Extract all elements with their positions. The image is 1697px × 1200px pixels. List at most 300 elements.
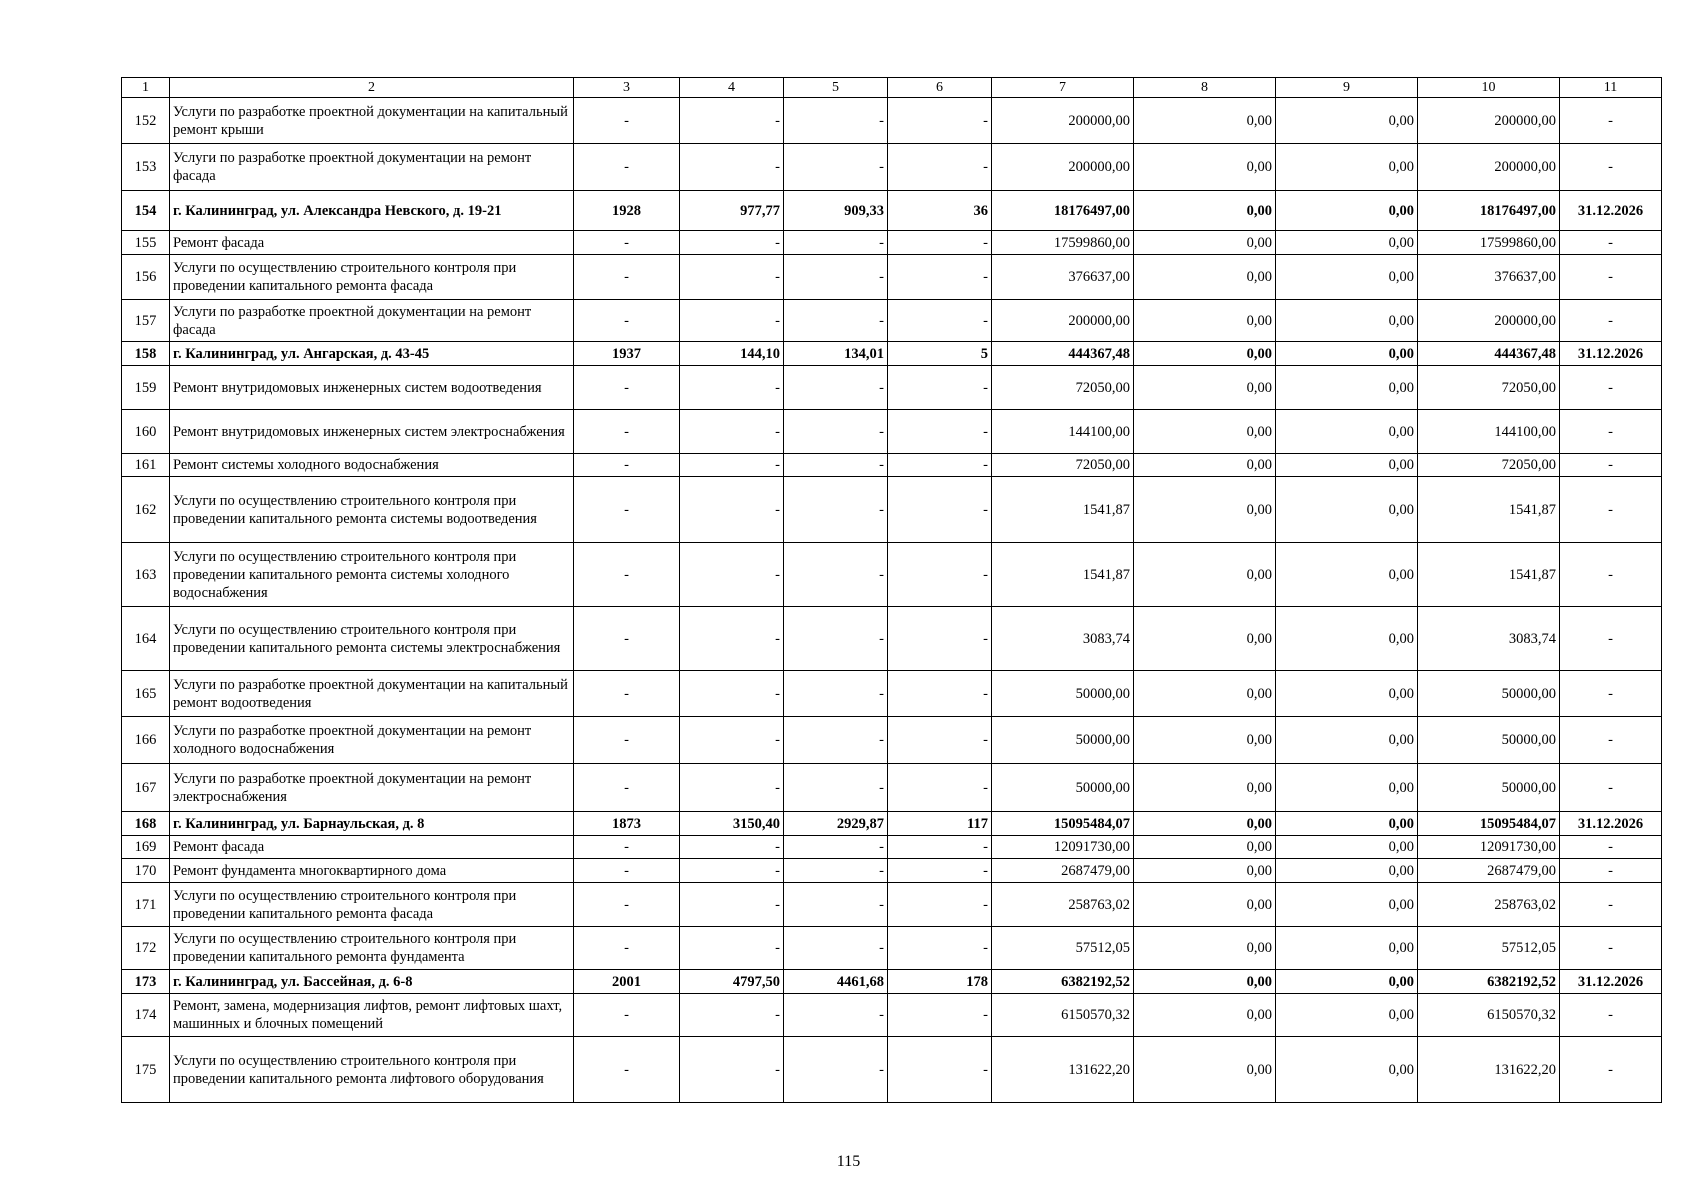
row-number: 160: [122, 410, 170, 454]
work-description: Услуги по разработке проектной документации на ремонт фасада: [170, 300, 574, 342]
table-row: [122, 410, 1662, 454]
row-number: 159: [122, 366, 170, 410]
cell-col-9: 0,00: [1276, 191, 1418, 231]
cell-col-4: -: [680, 98, 784, 144]
cell-col-5: -: [784, 231, 888, 255]
cell-col-10: 144100,00: [1418, 410, 1560, 454]
column-header-7: 7: [992, 78, 1134, 98]
table-row: [122, 607, 1662, 671]
cell-col-10: 3083,74: [1418, 607, 1560, 671]
work-description: Услуги по осуществлению строительного контроля при проведении капитального ремонта фундамента: [170, 927, 574, 970]
work-description: Ремонт внутридомовых инженерных систем электроснабжения: [170, 410, 574, 454]
cell-deadline: -: [1560, 231, 1662, 255]
cell-col-6: -: [888, 994, 992, 1037]
cell-deadline: 31.12.2026: [1560, 970, 1662, 994]
column-header-3: 3: [574, 78, 680, 98]
cell-col-4: 144,10: [680, 342, 784, 366]
cell-col-8: 0,00: [1134, 300, 1276, 342]
address-row: [122, 812, 1662, 836]
row-number: 171: [122, 883, 170, 927]
cell-col-8: 0,00: [1134, 970, 1276, 994]
cell-col-8: 0,00: [1134, 836, 1276, 859]
cell-deadline: -: [1560, 764, 1662, 812]
cell-col-5: -: [784, 764, 888, 812]
cell-col-5: -: [784, 836, 888, 859]
cell-total-cost: 50000,00: [992, 671, 1134, 717]
cell-col-6: -: [888, 231, 992, 255]
cell-col-4: -: [680, 543, 784, 607]
work-description: Услуги по осуществлению строительного контроля при проведении капитального ремонта фасада: [170, 255, 574, 300]
cell-col-5: -: [784, 671, 888, 717]
cell-col-6: -: [888, 671, 992, 717]
work-description: Услуги по осуществлению строительного контроля при проведении капитального ремонта лифтового оборудования: [170, 1037, 574, 1103]
cell-col-5: -: [784, 859, 888, 883]
cell-col-9: 0,00: [1276, 342, 1418, 366]
cell-col-9: 0,00: [1276, 607, 1418, 671]
table-row: [122, 717, 1662, 764]
cell-col-10: 200000,00: [1418, 98, 1560, 144]
cell-col-5: -: [784, 927, 888, 970]
cell-deadline: -: [1560, 300, 1662, 342]
cell-col-5: -: [784, 410, 888, 454]
cell-col-6: -: [888, 859, 992, 883]
cell-col-8: 0,00: [1134, 366, 1276, 410]
cell-col-10: 1541,87: [1418, 543, 1560, 607]
cell-col-5: 909,33: [784, 191, 888, 231]
cell-year: -: [574, 717, 680, 764]
row-number: 175: [122, 1037, 170, 1103]
cell-col-6: -: [888, 717, 992, 764]
cell-col-5: -: [784, 543, 888, 607]
cell-col-4: -: [680, 927, 784, 970]
table-row: [122, 231, 1662, 255]
cell-col-6: -: [888, 144, 992, 191]
cell-col-9: 0,00: [1276, 477, 1418, 543]
cell-col-8: 0,00: [1134, 859, 1276, 883]
cell-col-8: 0,00: [1134, 144, 1276, 191]
cell-col-9: 0,00: [1276, 410, 1418, 454]
table-row: [122, 927, 1662, 970]
address-row: [122, 191, 1662, 231]
register-table-container: [121, 77, 1661, 1103]
cell-col-10: 444367,48: [1418, 342, 1560, 366]
cell-deadline: -: [1560, 255, 1662, 300]
work-description: Услуги по разработке проектной документации на ремонт холодного водоснабжения: [170, 717, 574, 764]
cell-col-6: 178: [888, 970, 992, 994]
cell-col-10: 15095484,07: [1418, 812, 1560, 836]
cell-col-10: 57512,05: [1418, 927, 1560, 970]
work-description: Услуги по разработке проектной документации на ремонт электроснабжения: [170, 764, 574, 812]
work-description: Ремонт фасада: [170, 231, 574, 255]
column-header-2: 2: [170, 78, 574, 98]
work-description: г. Калининград, ул. Ангарская, д. 43-45: [170, 342, 574, 366]
row-number: 174: [122, 994, 170, 1037]
cell-year: -: [574, 883, 680, 927]
row-number: 154: [122, 191, 170, 231]
page-number: 115: [836, 1153, 861, 1170]
cell-col-4: 3150,40: [680, 812, 784, 836]
work-description: Ремонт фундамента многоквартирного дома: [170, 859, 574, 883]
work-description: Услуги по разработке проектной документации на ремонт фасада: [170, 144, 574, 191]
cell-col-8: 0,00: [1134, 994, 1276, 1037]
work-description: Ремонт системы холодного водоснабжения: [170, 454, 574, 477]
cell-col-6: -: [888, 1037, 992, 1103]
cell-col-8: 0,00: [1134, 543, 1276, 607]
column-number-header-row: [122, 78, 1662, 98]
cell-year: 1873: [574, 812, 680, 836]
cell-total-cost: 200000,00: [992, 300, 1134, 342]
cell-col-5: -: [784, 300, 888, 342]
column-header-4: 4: [680, 78, 784, 98]
cell-col-10: 50000,00: [1418, 717, 1560, 764]
cell-col-8: 0,00: [1134, 231, 1276, 255]
cell-deadline: 31.12.2026: [1560, 342, 1662, 366]
cell-col-6: -: [888, 410, 992, 454]
cell-col-4: -: [680, 607, 784, 671]
table-row: [122, 454, 1662, 477]
column-header-6: 6: [888, 78, 992, 98]
table-row: [122, 859, 1662, 883]
cell-col-9: 0,00: [1276, 255, 1418, 300]
cell-col-6: -: [888, 98, 992, 144]
cell-total-cost: 17599860,00: [992, 231, 1134, 255]
cell-total-cost: 18176497,00: [992, 191, 1134, 231]
cell-deadline: -: [1560, 607, 1662, 671]
cell-col-10: 72050,00: [1418, 454, 1560, 477]
cell-deadline: -: [1560, 883, 1662, 927]
cell-year: -: [574, 927, 680, 970]
cell-deadline: -: [1560, 144, 1662, 191]
cell-col-4: -: [680, 836, 784, 859]
cell-col-6: 117: [888, 812, 992, 836]
cell-year: -: [574, 1037, 680, 1103]
cell-col-5: -: [784, 366, 888, 410]
cell-col-4: -: [680, 1037, 784, 1103]
cell-col-8: 0,00: [1134, 191, 1276, 231]
address-row: [122, 970, 1662, 994]
cell-col-6: -: [888, 883, 992, 927]
cell-deadline: -: [1560, 366, 1662, 410]
cell-col-8: 0,00: [1134, 342, 1276, 366]
cell-col-9: 0,00: [1276, 836, 1418, 859]
row-number: 172: [122, 927, 170, 970]
cell-col-10: 200000,00: [1418, 300, 1560, 342]
cell-col-4: -: [680, 144, 784, 191]
work-description: Услуги по разработке проектной документации на капитальный ремонт водоотведения: [170, 671, 574, 717]
row-number: 166: [122, 717, 170, 764]
cell-col-9: 0,00: [1276, 717, 1418, 764]
cell-deadline: -: [1560, 543, 1662, 607]
row-number: 162: [122, 477, 170, 543]
cell-year: -: [574, 607, 680, 671]
cell-col-5: -: [784, 255, 888, 300]
cell-col-9: 0,00: [1276, 883, 1418, 927]
cell-col-9: 0,00: [1276, 98, 1418, 144]
cell-col-4: -: [680, 994, 784, 1037]
cell-col-4: -: [680, 366, 784, 410]
cell-col-9: 0,00: [1276, 812, 1418, 836]
row-number: 169: [122, 836, 170, 859]
cell-year: -: [574, 859, 680, 883]
cell-col-5: -: [784, 98, 888, 144]
work-description: Услуги по осуществлению строительного контроля при проведении капитального ремонта фасада: [170, 883, 574, 927]
cell-col-9: 0,00: [1276, 366, 1418, 410]
row-number: 173: [122, 970, 170, 994]
register-table: [121, 77, 1662, 1103]
cell-col-8: 0,00: [1134, 607, 1276, 671]
cell-col-5: -: [784, 883, 888, 927]
column-header-9: 9: [1276, 78, 1418, 98]
cell-year: -: [574, 255, 680, 300]
cell-total-cost: 15095484,07: [992, 812, 1134, 836]
cell-total-cost: 200000,00: [992, 98, 1134, 144]
cell-total-cost: 1541,87: [992, 477, 1134, 543]
work-description: г. Калининград, ул. Барнаульская, д. 8: [170, 812, 574, 836]
cell-col-6: 5: [888, 342, 992, 366]
cell-col-9: 0,00: [1276, 970, 1418, 994]
cell-col-8: 0,00: [1134, 454, 1276, 477]
cell-col-10: 200000,00: [1418, 144, 1560, 191]
cell-col-10: 1541,87: [1418, 477, 1560, 543]
table-row: [122, 764, 1662, 812]
cell-col-8: 0,00: [1134, 255, 1276, 300]
cell-col-9: 0,00: [1276, 927, 1418, 970]
cell-col-8: 0,00: [1134, 410, 1276, 454]
cell-col-10: 12091730,00: [1418, 836, 1560, 859]
cell-deadline: -: [1560, 836, 1662, 859]
cell-total-cost: 258763,02: [992, 883, 1134, 927]
cell-col-9: 0,00: [1276, 859, 1418, 883]
cell-total-cost: 376637,00: [992, 255, 1134, 300]
cell-col-5: -: [784, 994, 888, 1037]
cell-year: -: [574, 231, 680, 255]
cell-col-10: 258763,02: [1418, 883, 1560, 927]
row-number: 158: [122, 342, 170, 366]
cell-total-cost: 72050,00: [992, 366, 1134, 410]
cell-total-cost: 144100,00: [992, 410, 1134, 454]
cell-col-5: -: [784, 607, 888, 671]
cell-col-6: -: [888, 366, 992, 410]
cell-col-9: 0,00: [1276, 300, 1418, 342]
cell-col-4: -: [680, 859, 784, 883]
cell-col-4: -: [680, 671, 784, 717]
cell-col-10: 50000,00: [1418, 671, 1560, 717]
work-description: Услуги по осуществлению строительного контроля при проведении капитального ремонта системы водоотведения: [170, 477, 574, 543]
cell-col-10: 6150570,32: [1418, 994, 1560, 1037]
cell-deadline: -: [1560, 927, 1662, 970]
row-number: 165: [122, 671, 170, 717]
cell-col-4: -: [680, 764, 784, 812]
cell-year: -: [574, 98, 680, 144]
row-number: 156: [122, 255, 170, 300]
row-number: 155: [122, 231, 170, 255]
cell-deadline: -: [1560, 859, 1662, 883]
table-row: [122, 98, 1662, 144]
cell-col-9: 0,00: [1276, 144, 1418, 191]
row-number: 153: [122, 144, 170, 191]
cell-col-4: -: [680, 300, 784, 342]
cell-total-cost: 6382192,52: [992, 970, 1134, 994]
row-number: 168: [122, 812, 170, 836]
cell-year: -: [574, 366, 680, 410]
cell-year: -: [574, 454, 680, 477]
cell-col-10: 17599860,00: [1418, 231, 1560, 255]
address-row: [122, 342, 1662, 366]
table-row: [122, 543, 1662, 607]
cell-col-6: -: [888, 543, 992, 607]
column-header-8: 8: [1134, 78, 1276, 98]
cell-deadline: -: [1560, 717, 1662, 764]
cell-deadline: -: [1560, 477, 1662, 543]
cell-col-8: 0,00: [1134, 98, 1276, 144]
cell-total-cost: 12091730,00: [992, 836, 1134, 859]
cell-year: -: [574, 300, 680, 342]
work-description: Услуги по разработке проектной документации на капитальный ремонт крыши: [170, 98, 574, 144]
cell-year: 2001: [574, 970, 680, 994]
cell-total-cost: 50000,00: [992, 717, 1134, 764]
table-row: [122, 477, 1662, 543]
cell-total-cost: 72050,00: [992, 454, 1134, 477]
cell-col-8: 0,00: [1134, 927, 1276, 970]
table-row: [122, 671, 1662, 717]
work-description: г. Калининград, ул. Александра Невского, д. 19-21: [170, 191, 574, 231]
cell-col-4: -: [680, 477, 784, 543]
cell-col-5: 2929,87: [784, 812, 888, 836]
cell-col-9: 0,00: [1276, 994, 1418, 1037]
cell-total-cost: 50000,00: [992, 764, 1134, 812]
cell-col-8: 0,00: [1134, 1037, 1276, 1103]
work-description: Ремонт, замена, модернизация лифтов, ремонт лифтовых шахт, машинных и блочных помещений: [170, 994, 574, 1037]
cell-col-5: -: [784, 454, 888, 477]
cell-col-5: 134,01: [784, 342, 888, 366]
cell-year: -: [574, 836, 680, 859]
column-header-10: 10: [1418, 78, 1560, 98]
cell-year: -: [574, 671, 680, 717]
cell-col-5: -: [784, 1037, 888, 1103]
cell-col-4: 4797,50: [680, 970, 784, 994]
cell-deadline: -: [1560, 994, 1662, 1037]
row-number: 157: [122, 300, 170, 342]
work-description: г. Калининград, ул. Бассейная, д. 6-8: [170, 970, 574, 994]
cell-col-8: 0,00: [1134, 883, 1276, 927]
cell-col-10: 72050,00: [1418, 366, 1560, 410]
table-row: [122, 300, 1662, 342]
table-row: [122, 366, 1662, 410]
work-description: Ремонт внутридомовых инженерных систем водоотведения: [170, 366, 574, 410]
cell-col-9: 0,00: [1276, 1037, 1418, 1103]
cell-year: -: [574, 144, 680, 191]
cell-total-cost: 57512,05: [992, 927, 1134, 970]
column-header-1: 1: [122, 78, 170, 98]
cell-total-cost: 6150570,32: [992, 994, 1134, 1037]
cell-col-8: 0,00: [1134, 764, 1276, 812]
cell-col-4: -: [680, 717, 784, 764]
cell-total-cost: 1541,87: [992, 543, 1134, 607]
cell-deadline: -: [1560, 98, 1662, 144]
row-number: 161: [122, 454, 170, 477]
cell-col-6: -: [888, 764, 992, 812]
cell-col-10: 50000,00: [1418, 764, 1560, 812]
row-number: 170: [122, 859, 170, 883]
cell-col-10: 2687479,00: [1418, 859, 1560, 883]
row-number: 164: [122, 607, 170, 671]
cell-col-6: -: [888, 454, 992, 477]
work-description: Услуги по осуществлению строительного контроля при проведении капитального ремонта системы холодного водоснабжения: [170, 543, 574, 607]
cell-year: 1937: [574, 342, 680, 366]
cell-col-9: 0,00: [1276, 454, 1418, 477]
cell-year: -: [574, 994, 680, 1037]
table-row: [122, 1037, 1662, 1103]
cell-year: -: [574, 410, 680, 454]
cell-col-6: -: [888, 836, 992, 859]
cell-col-6: -: [888, 255, 992, 300]
cell-col-6: -: [888, 300, 992, 342]
cell-col-9: 0,00: [1276, 231, 1418, 255]
table-row: [122, 255, 1662, 300]
cell-col-9: 0,00: [1276, 764, 1418, 812]
cell-year: -: [574, 543, 680, 607]
work-description: Услуги по осуществлению строительного контроля при проведении капитального ремонта системы электроснабжения: [170, 607, 574, 671]
cell-deadline: -: [1560, 410, 1662, 454]
cell-col-8: 0,00: [1134, 717, 1276, 764]
cell-col-6: -: [888, 607, 992, 671]
work-description: Ремонт фасада: [170, 836, 574, 859]
cell-total-cost: 3083,74: [992, 607, 1134, 671]
cell-col-9: 0,00: [1276, 543, 1418, 607]
cell-deadline: -: [1560, 454, 1662, 477]
cell-col-4: 977,77: [680, 191, 784, 231]
cell-deadline: 31.12.2026: [1560, 812, 1662, 836]
row-number: 152: [122, 98, 170, 144]
cell-col-4: -: [680, 454, 784, 477]
cell-total-cost: 444367,48: [992, 342, 1134, 366]
cell-col-9: 0,00: [1276, 671, 1418, 717]
cell-total-cost: 2687479,00: [992, 859, 1134, 883]
cell-col-5: 4461,68: [784, 970, 888, 994]
cell-year: 1928: [574, 191, 680, 231]
cell-year: -: [574, 477, 680, 543]
table-row: [122, 883, 1662, 927]
cell-deadline: -: [1560, 671, 1662, 717]
cell-col-5: -: [784, 144, 888, 191]
cell-col-8: 0,00: [1134, 671, 1276, 717]
cell-deadline: -: [1560, 1037, 1662, 1103]
column-header-11: 11: [1560, 78, 1662, 98]
table-row: [122, 144, 1662, 191]
cell-col-10: 131622,20: [1418, 1037, 1560, 1103]
cell-col-6: -: [888, 477, 992, 543]
cell-col-4: -: [680, 231, 784, 255]
cell-col-6: 36: [888, 191, 992, 231]
column-header-5: 5: [784, 78, 888, 98]
cell-col-5: -: [784, 717, 888, 764]
row-number: 163: [122, 543, 170, 607]
table-row: [122, 994, 1662, 1037]
cell-col-4: -: [680, 255, 784, 300]
cell-deadline: 31.12.2026: [1560, 191, 1662, 231]
cell-col-5: -: [784, 477, 888, 543]
cell-col-4: -: [680, 410, 784, 454]
cell-year: -: [574, 764, 680, 812]
cell-col-4: -: [680, 883, 784, 927]
cell-col-10: 18176497,00: [1418, 191, 1560, 231]
cell-col-8: 0,00: [1134, 477, 1276, 543]
cell-col-10: 6382192,52: [1418, 970, 1560, 994]
row-number: 167: [122, 764, 170, 812]
cell-col-8: 0,00: [1134, 812, 1276, 836]
cell-col-10: 376637,00: [1418, 255, 1560, 300]
table-row: [122, 836, 1662, 859]
